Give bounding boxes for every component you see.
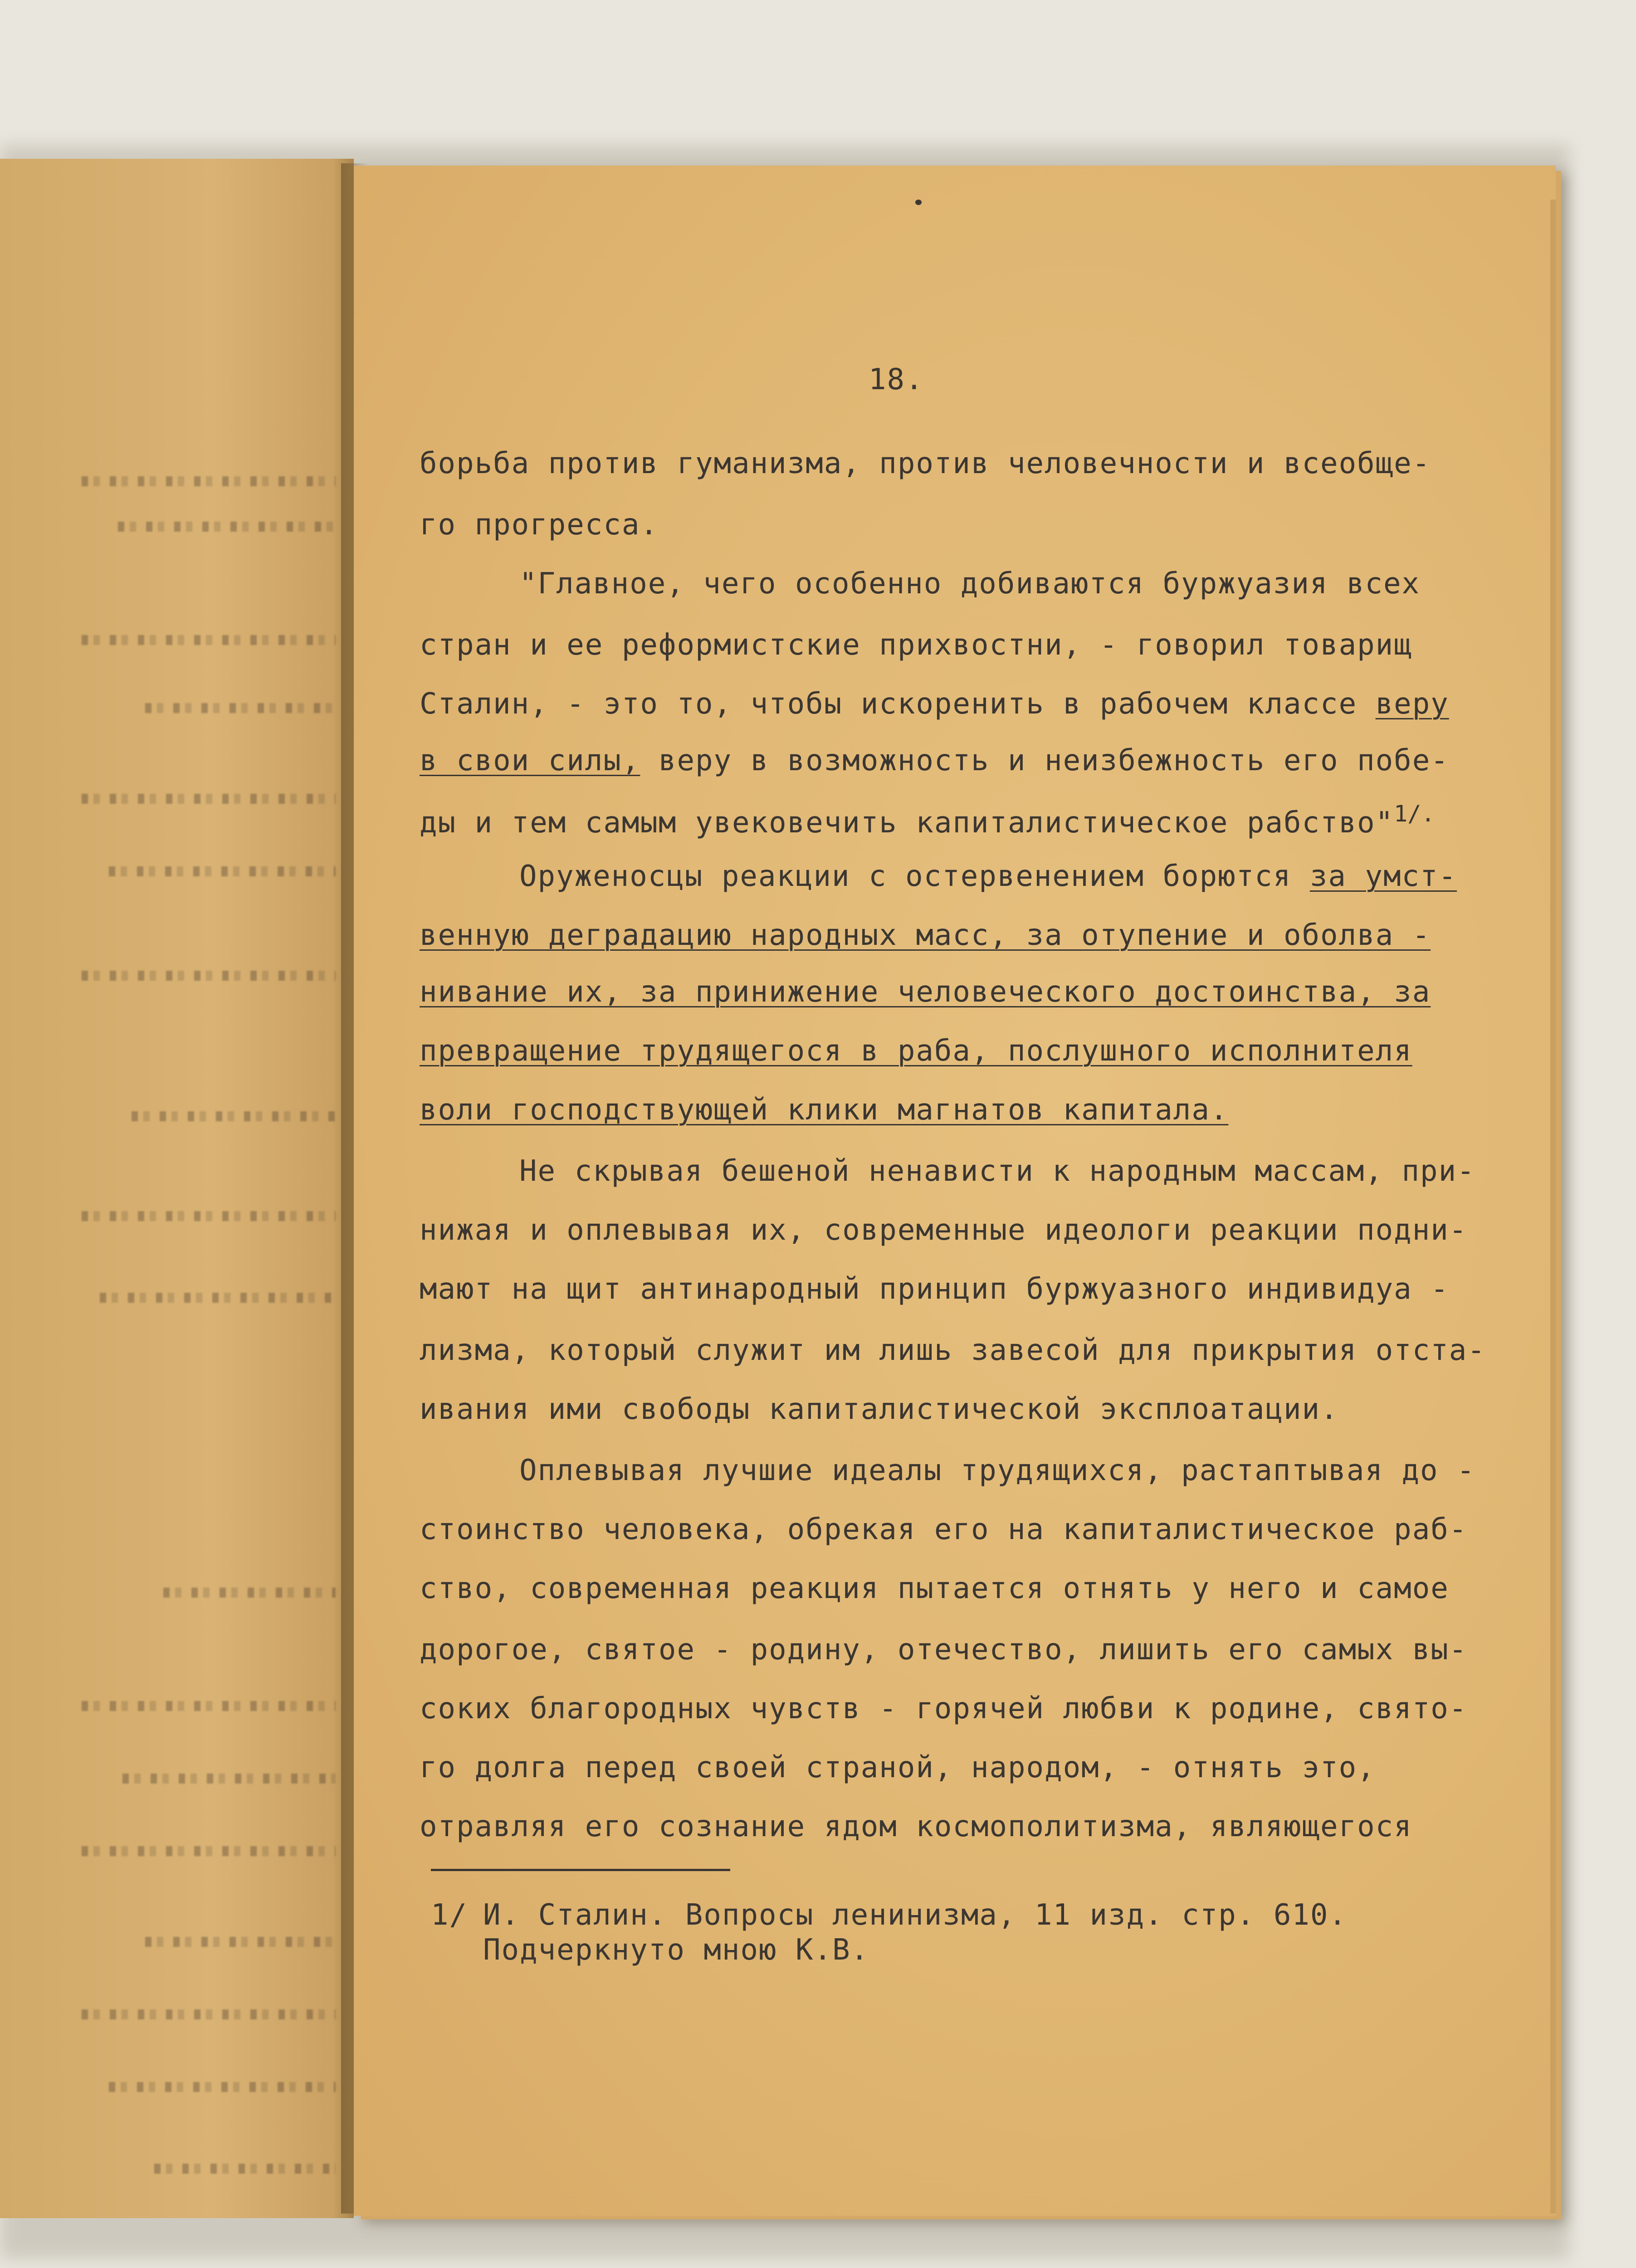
text-line: [420, 801, 1435, 840]
bleed-line: [82, 476, 336, 486]
footnote-marker: 1/: [431, 1898, 468, 1932]
underlined-segment: нивание их, за принижение человеческого достоинства, за: [420, 975, 1431, 1009]
bleed-line: [132, 1111, 336, 1121]
text-line: [420, 1093, 1228, 1127]
text-line: [420, 744, 1449, 777]
bleed-line: [82, 794, 336, 804]
footnote-line: Подчеркнуто мною К.В.: [483, 1933, 869, 1967]
text-segment: Оруженосцы реакции с остервенением борются: [519, 860, 1310, 893]
bleed-line: [82, 2009, 336, 2019]
left-page-bleed-through: [0, 159, 354, 2218]
ink-dot: [915, 200, 922, 205]
page-edge: [1550, 200, 1556, 2214]
text-line: Оплевывая лучшие идеалы трудящихся, растаптывая до -: [519, 1454, 1475, 1487]
text-line: нижая и оплевывая их, современные идеологи реакции подни-: [420, 1213, 1468, 1247]
text-line: "Главное, чего особенно добиваются буржуазия всех: [519, 567, 1421, 601]
bleed-line: [145, 703, 336, 713]
bleed-line: [82, 1211, 336, 1221]
text-line: го прогресса.: [420, 508, 659, 542]
text-line: стоинство человека, обрекая его на капиталистическое раб-: [420, 1513, 1468, 1546]
text-line: лизма, который служит им лишь завесой для прикрытия отста-: [420, 1334, 1486, 1367]
bleed-line: [145, 1937, 336, 1947]
text-line: стран и ее реформистские прихвостни, - говорил товарищ: [420, 628, 1412, 662]
bleed-line: [82, 635, 336, 645]
text-line: ивания ими свободы капиталистической эксплоатации.: [420, 1393, 1339, 1426]
text-line: Не скрывая бешеной ненависти к народным массам, при-: [519, 1154, 1475, 1188]
bleed-line: [122, 1774, 336, 1784]
text-line: отравляя его сознание ядом космополитизма, являющегося: [420, 1810, 1412, 1843]
footnote-divider: [431, 1869, 730, 1871]
text-line: [420, 919, 1431, 952]
bleed-line: [118, 522, 336, 532]
underlined-segment: веру: [1375, 687, 1449, 721]
underlined-segment: в свои силы,: [420, 744, 640, 777]
page-number: 18.: [869, 363, 924, 396]
bleed-line: [109, 866, 336, 876]
underlined-segment: за умст-: [1309, 860, 1457, 893]
bleed-line: [154, 2164, 336, 2174]
text-line: мают на щит антинародный принцип буржуазного индивидуа -: [420, 1272, 1449, 1306]
underlined-segment: венную деградацию народных масс, за отупение и оболва -: [420, 919, 1431, 952]
text-line: го долга перед своей страной, народом, - отнять это,: [420, 1751, 1376, 1784]
text-line: ство, современная реакция пытается отнять у него и самое: [420, 1572, 1449, 1605]
text-line: борьба против гуманизма, против человечности и всеобще-: [420, 447, 1431, 480]
text-line: [420, 687, 1449, 721]
bleed-line: [163, 1588, 336, 1598]
text-line: соких благородных чувств - горячей любви к родине, свято-: [420, 1692, 1468, 1725]
text-segment: ды и тем самым увековечить капиталистическое рабство": [420, 806, 1394, 840]
text-line: [420, 1034, 1412, 1068]
bleed-line: [109, 2082, 336, 2092]
underlined-segment: воли господствующей клики магнатов капитала.: [420, 1093, 1229, 1127]
underlined-segment: превращение трудящегося в раба, послушного исполнителя: [420, 1034, 1412, 1068]
text-segment: веру в возможность и неизбежность его побе-: [640, 744, 1449, 777]
text-segment: Сталин, - это то, чтобы искоренить в рабочем классе: [420, 687, 1376, 721]
text-line: дорогое, святое - родину, отечество, лишить его самых вы-: [420, 1633, 1468, 1667]
bleed-line: [82, 971, 336, 981]
footnote-line: И. Сталин. Вопросы ленинизма, 11 изд. стр. 610.: [483, 1898, 1347, 1932]
text-line: [420, 975, 1431, 1009]
bleed-line: [82, 1846, 336, 1856]
text-line: [519, 860, 1457, 893]
bleed-line: [82, 1701, 336, 1711]
bleed-line: [100, 1293, 336, 1303]
footnote-reference: 1/.: [1394, 801, 1435, 827]
